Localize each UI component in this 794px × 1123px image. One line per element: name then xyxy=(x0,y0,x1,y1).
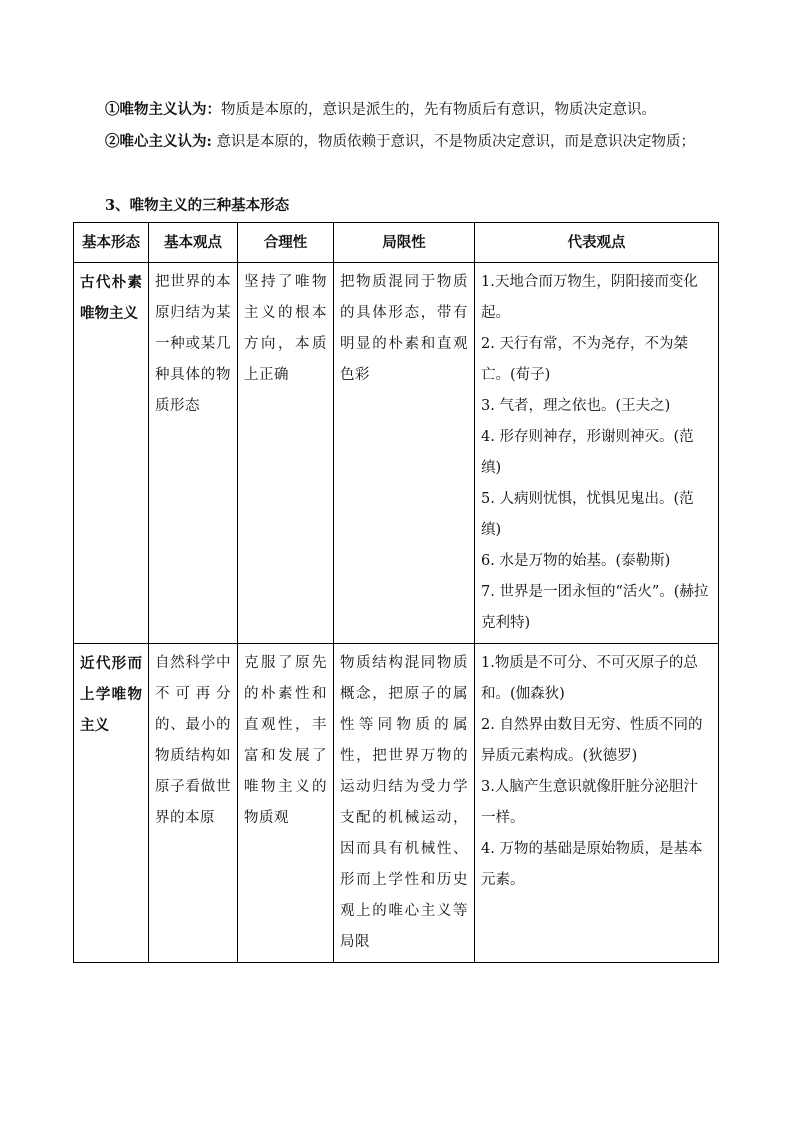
quote-item: 3.人脑产生意识就像肝脏分泌胆汁一样。 xyxy=(481,779,698,826)
view-cell: 自然科学中不可再分的、最小的物质结构如原子看做世界的本原 xyxy=(149,644,238,963)
quote-item: 3. 气者，理之依也。(王夫之) xyxy=(481,398,671,414)
quote-item: 6. 水是万物的始基。(泰勒斯) xyxy=(481,553,671,569)
limit-cell: 物质结构混同物质概念，把原子的属性等同物质的属性，把世界万物的运动归结为受力学支配的机械运动，因而具有机械性、形而上学性和历史观上的唯心主义等局限 xyxy=(334,644,475,963)
quote-item: 7. 世界是一团永恒的“活火”。(赫拉克利特) xyxy=(481,584,709,631)
quotes-cell xyxy=(475,263,719,644)
quote-item: 2. 天行有常，不为尧存，不为桀亡。(荀子) xyxy=(481,336,688,383)
header-limit: 局限性 xyxy=(334,223,475,263)
quote-item: 1.天地合而万物生，阴阳接而变化起。 xyxy=(481,274,698,321)
table-row xyxy=(74,263,719,644)
limit-cell: 把物质混同于物质的具体形态，带有明显的朴素和直观色彩 xyxy=(334,263,475,644)
table-row xyxy=(74,644,719,963)
materialism-label: ①唯物主义认为： xyxy=(105,101,221,118)
materialism-text: 物质是本原的，意识是派生的，先有物质后有意识，物质决定意识。 xyxy=(221,102,656,118)
quote-item: 2. 自然界由数目无穷、性质不同的异质元素构成。(狄德罗) xyxy=(481,717,703,764)
quote-item: 4. 万物的基础是原始物质，是基本元素。 xyxy=(481,841,703,888)
materialism-paragraph xyxy=(73,94,723,126)
quote-item: 1.物质是不可分、不可灭原子的总和。(伽森狄) xyxy=(481,655,698,702)
header-quotes: 代表观点 xyxy=(475,223,719,263)
idealism-paragraph xyxy=(73,126,723,158)
materialism-forms-table xyxy=(73,222,719,963)
header-merit: 合理性 xyxy=(238,223,334,263)
merit-cell: 克服了原先的朴素性和直观性，丰富和发展了唯物主义的物质观 xyxy=(238,644,334,963)
table-header-row xyxy=(74,223,719,263)
view-cell: 把世界的本原归结为某一种或某几种具体的物质形态 xyxy=(149,263,238,644)
quote-item: 5. 人病则忧惧，忧惧见鬼出。(范缜) xyxy=(481,491,694,538)
idealism-label: ②唯心主义认为: xyxy=(105,133,212,150)
header-view: 基本观点 xyxy=(149,223,238,263)
form-cell: 古代朴素唯物主义 xyxy=(74,263,149,644)
section-heading: 3、唯物主义的三种基本形态 xyxy=(105,197,290,214)
idealism-text: 意识是本原的，物质依赖于意识，不是物质决定意识，而是意识决定物质； xyxy=(211,134,695,150)
merit-cell: 坚持了唯物主义的根本方向，本质上正确 xyxy=(238,263,334,644)
header-form: 基本形态 xyxy=(74,223,149,263)
form-cell: 近代形而上学唯物主义 xyxy=(74,644,149,963)
quote-item: 4. 形存则神存，形谢则神灭。(范缜) xyxy=(481,429,694,476)
quotes-cell xyxy=(475,644,719,963)
